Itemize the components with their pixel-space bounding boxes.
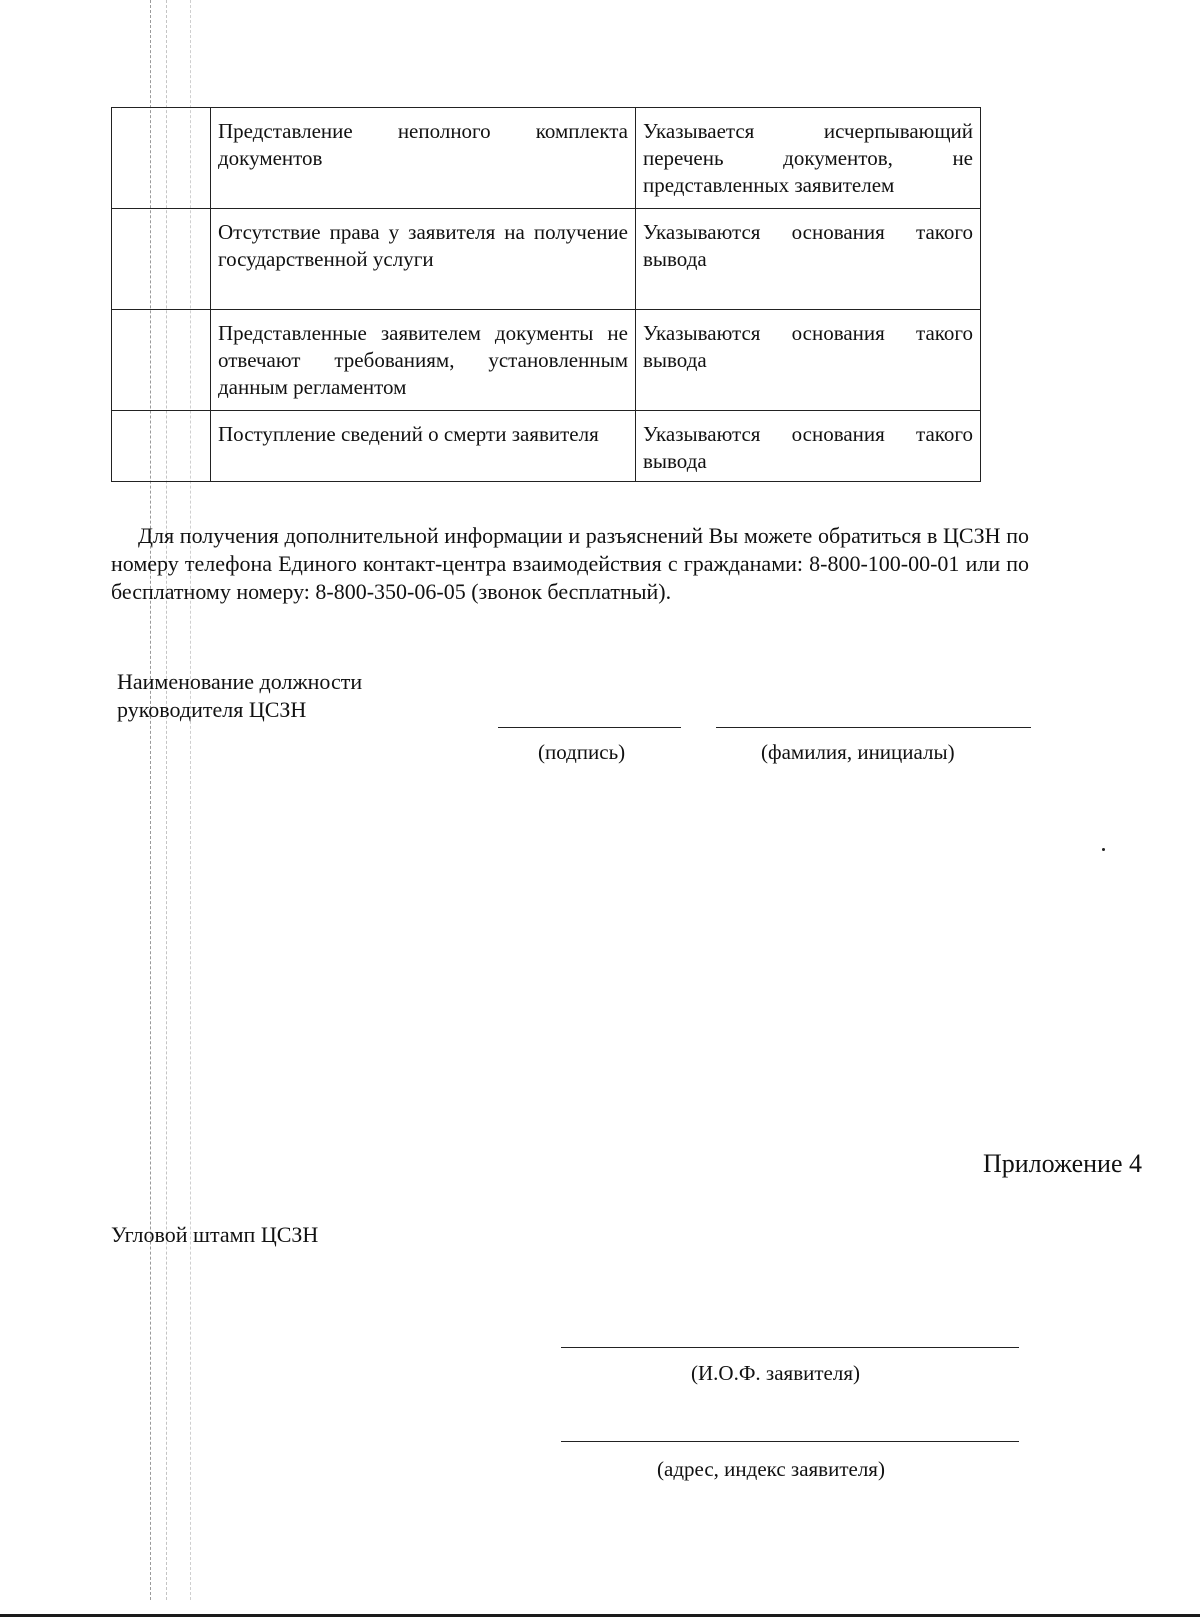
reason-cell <box>211 310 636 411</box>
refusal-reasons-table <box>111 107 981 482</box>
reason-text: Поступление сведений о смерти заявителя <box>218 422 599 446</box>
reason-text: Представление неполного комплекта документов <box>218 119 628 170</box>
reason-cell <box>211 209 636 310</box>
explanation-text: Указывается исчерпывающий перечень документов, не представленных заявителем <box>643 119 973 197</box>
name-line <box>716 727 1031 728</box>
reason-cell <box>211 108 636 209</box>
applicant-name-caption: (И.О.Ф. заявителя) <box>691 1361 860 1385</box>
applicant-address-line <box>561 1441 1019 1442</box>
table-row <box>112 209 981 310</box>
applicant-name-line <box>561 1347 1019 1348</box>
explanation-cell <box>636 209 981 310</box>
table-row <box>112 108 981 209</box>
number-cell <box>112 310 211 411</box>
appendix-label: Приложение 4 <box>982 1149 1142 1178</box>
explanation-text: Указываются основания такого вывода <box>643 422 973 473</box>
number-cell <box>112 108 211 209</box>
applicant-address-caption: (адрес, индекс заявителя) <box>657 1457 885 1481</box>
reason-cell <box>211 411 636 482</box>
explanation-cell <box>636 310 981 411</box>
name-caption: (фамилия, инициалы) <box>761 740 955 764</box>
position-title: Наименование должности руководителя ЦСЗН <box>117 669 363 722</box>
signature-line <box>498 727 681 728</box>
table-row <box>112 411 981 482</box>
signature-caption: (подпись) <box>538 740 626 764</box>
table-row <box>112 310 981 411</box>
explanation-text: Указываются основания такого вывода <box>643 321 973 372</box>
reason-text: Отсутствие права у заявителя на получение государственной услуги <box>218 220 628 271</box>
explanation-cell <box>636 108 981 209</box>
corner-stamp-label: Угловой штамп ЦСЗН <box>111 1222 319 1247</box>
scan-speck <box>1102 848 1105 851</box>
contact-info-paragraph: Для получения дополнительной информации и разъяснений Вы можете обратиться в ЦСЗН по номеру телефона Единого контакт-центра взаимодействия с гражданами: 8-800-100-00-01 или по бесплатному номеру: 8-800-350-06-05 (звонок бесплатный). <box>111 523 1029 604</box>
number-cell <box>112 411 211 482</box>
explanation-cell <box>636 411 981 482</box>
number-cell <box>112 209 211 310</box>
reason-text: Представленные заявителем документы не отвечают требованиям, установленным данным регламентом <box>218 321 628 399</box>
explanation-text: Указываются основания такого вывода <box>643 220 973 271</box>
scan-bottom-edge <box>0 1614 1200 1617</box>
